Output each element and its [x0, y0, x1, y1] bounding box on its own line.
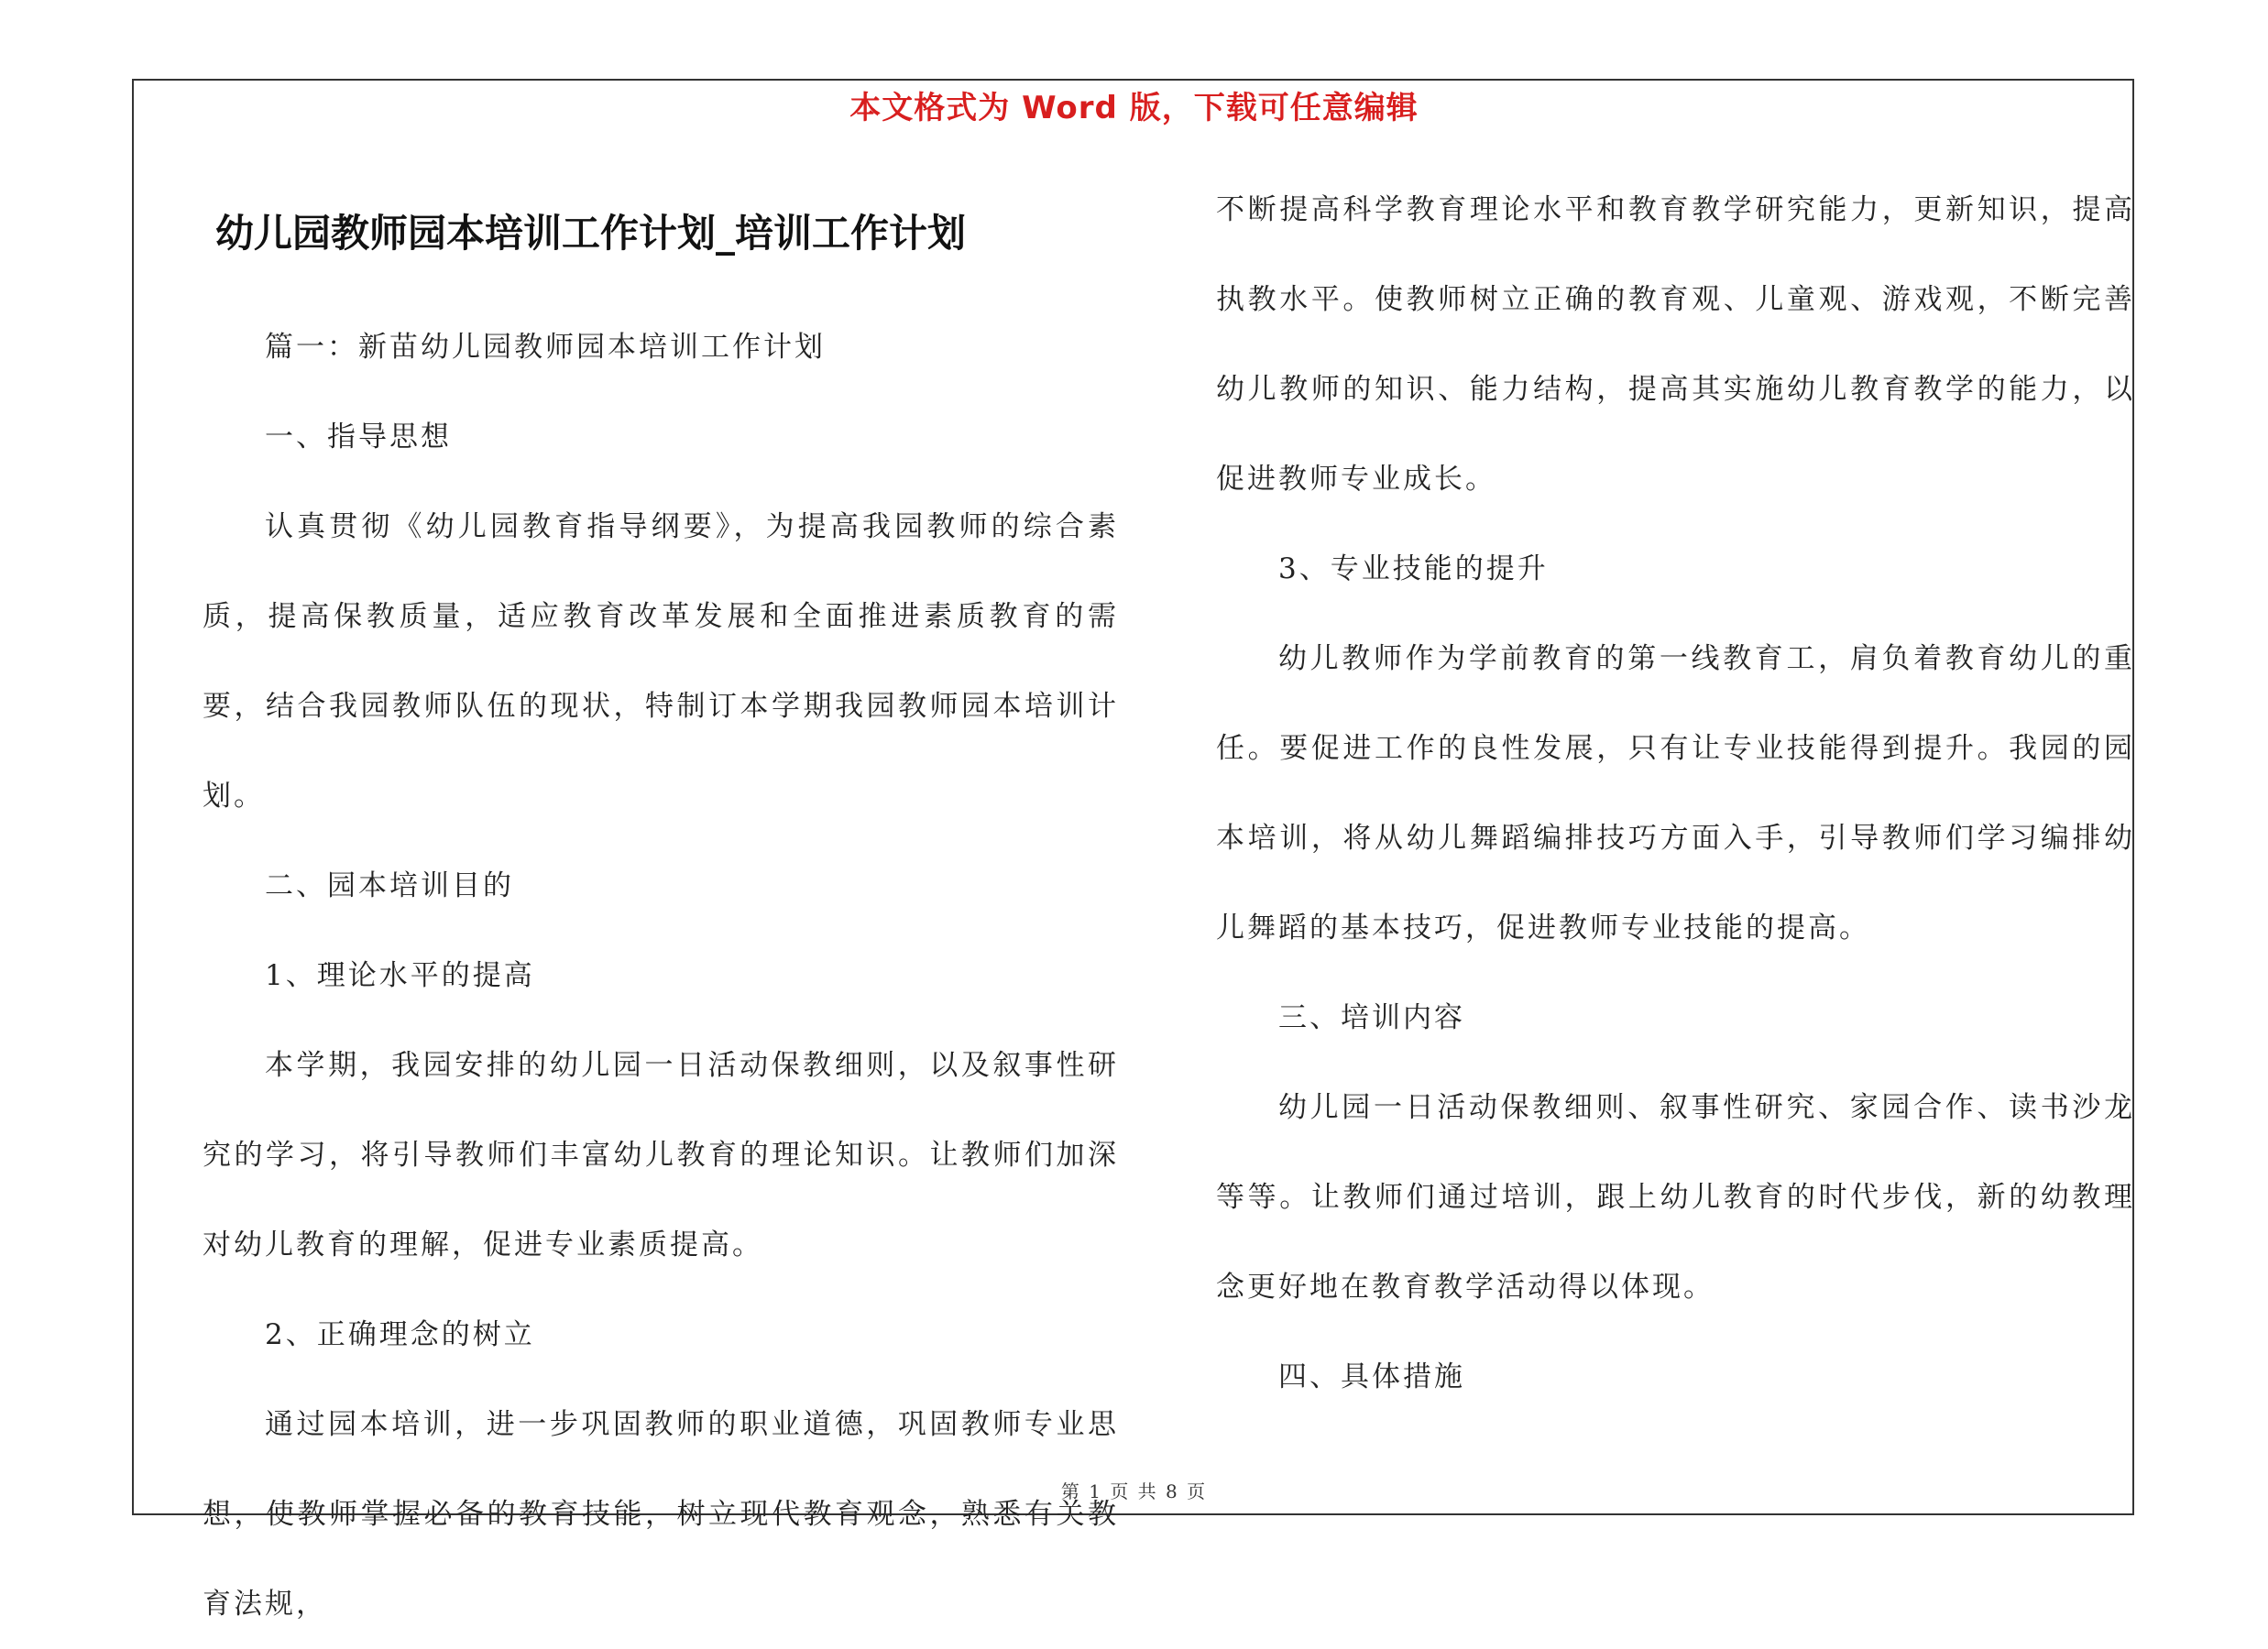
right-column [1216, 165, 2135, 1422]
paragraph: 幼儿园一日活动保教细则、叙事性研究、家园合作、读书沙龙等等。让教师们通过培训，跟上幼儿教育的时代步伐，新的幼教理念更好地在教育教学活动得以体现。 [1216, 1091, 2135, 1304]
document-title: 幼儿园教师园本培训工作计划_培训工作计划 [215, 211, 967, 256]
paragraph: 不断提高科学教育理论水平和教育教学研究能力，更新知识，提高执教水平。使教师树立正确的教育观、儿童观、游戏观，不断完善幼儿教师的知识、能力结构，提高其实施幼儿教育教学的能力，以促进教师专业成长。 [1216, 193, 2135, 496]
format-banner: 本文格式为 Word 版，下载可任意编辑 [849, 90, 1419, 126]
section-heading: 篇一：新苗幼儿园教师园本培训工作计划 [265, 331, 826, 364]
paragraph: 幼儿教师作为学前教育的第一线教育工，肩负着教育幼儿的重任。要促进工作的良性发展，只有让专业技能得到提升。我园的园本培训，将从幼儿舞蹈编排技巧方面入手，引导教师们学习编排幼儿舞蹈的基本技巧，促进教师专业技能的提高。 [1216, 642, 2135, 945]
section-heading: 二、园本培训目的 [265, 869, 514, 902]
section-heading: 一、指导思想 [265, 420, 452, 453]
paragraph: 本学期，我园安排的幼儿园一日活动保教细则，以及叙事性研究的学习，将引导教师们丰富幼儿教育的理论知识。让教师们加深对幼儿教育的理解，促进专业素质提高。 [203, 1049, 1119, 1261]
section-heading: 三、培训内容 [1278, 1001, 1465, 1034]
subsection-heading: 2、正确理念的树立 [265, 1318, 535, 1351]
left-column [203, 302, 1119, 1649]
page-number: 第 1 页 共 8 页 [1060, 1480, 1208, 1502]
paragraph: 认真贯彻《幼儿园教育指导纲要》，为提高我园教师的综合素质，提高保教质量，适应教育改革发展和全面推进素质教育的需要，结合我园教师队伍的现状，特制订本学期我园教师园本培训计划。 [203, 510, 1119, 813]
paragraph: 通过园本培训，进一步巩固教师的职业道德，巩固教师专业思想，使教师掌握必备的教育技能，树立现代教育观念，熟悉有关教育法规， [203, 1408, 1119, 1621]
subsection-heading: 3、专业技能的提升 [1278, 552, 1549, 585]
subsection-heading: 1、理论水平的提高 [265, 959, 535, 992]
section-heading: 四、具体措施 [1278, 1360, 1465, 1393]
